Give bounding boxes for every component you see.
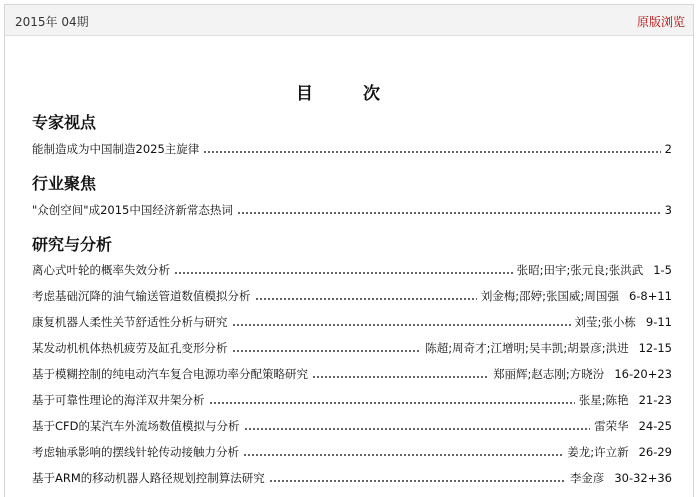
section-heading-research-analysis: 研究与分析 (32, 235, 113, 254)
dot-leader (232, 339, 422, 357)
entry-page: 1-5 (653, 263, 672, 277)
issue-header-bar (5, 5, 693, 36)
entry-title: 能制造成为中国制造2025主旋律 (32, 142, 200, 156)
entry-authors: 刘莹;张小栋 (574, 315, 636, 329)
dot-leader (174, 261, 513, 279)
dot-leader (269, 469, 566, 487)
dot-leader (209, 391, 575, 409)
entry-title: 某发动机机体热机疲劳及缸孔变形分析 (32, 341, 228, 355)
entry-title: 考虑基础沉降的油气输送管道数值模拟分析 (32, 289, 251, 303)
original-view-link[interactable]: 原版浏览 (636, 15, 685, 29)
entry-page: 24-25 (638, 419, 672, 433)
entry-page: 26-29 (638, 445, 672, 459)
entry-authors: 张昭;田宇;张元良;张洪武 (516, 263, 644, 277)
entry-page: 30-32+36 (614, 471, 672, 485)
dot-leader (237, 201, 661, 219)
dot-leader (232, 313, 571, 331)
toc-entry[interactable] (32, 313, 672, 331)
dot-leader (244, 417, 591, 435)
entry-title: 离心式叶轮的概率失效分析 (32, 263, 170, 277)
dot-leader (255, 287, 477, 305)
entry-authors: 李金彦 (569, 471, 605, 485)
entry-page: 3 (664, 203, 672, 217)
toc-entry[interactable] (32, 287, 672, 305)
toc-entry[interactable] (32, 365, 672, 383)
entry-title: 基于ARM的移动机器人路径规划控制算法研究 (32, 471, 265, 485)
section-heading-industry-focus: 行业聚焦 (32, 174, 97, 193)
dot-leader (312, 365, 489, 383)
document-frame (4, 4, 694, 497)
entry-authors: 姜龙;许立新 (567, 445, 629, 459)
toc-entry[interactable] (32, 201, 672, 219)
entry-page: 12-15 (638, 341, 672, 355)
entry-title: 基于模糊控制的纯电动汽车复合电源功率分配策略研究 (32, 367, 308, 381)
entry-title: 考虑轴承影响的摆线针轮传动接触力分析 (32, 445, 239, 459)
toc-entry[interactable] (32, 417, 672, 435)
toc-entry[interactable] (32, 339, 672, 357)
entry-authors: 张星;陈艳 (578, 393, 629, 407)
entry-page: 6-8+11 (628, 289, 672, 303)
toc-entry[interactable] (32, 391, 672, 409)
entry-authors: 雷荣华 (594, 419, 629, 433)
entry-page: 2 (664, 142, 672, 156)
toc-entry[interactable] (32, 261, 672, 279)
toc-entry[interactable] (32, 140, 672, 158)
entry-authors: 刘金梅;邵婷;张国威;周国强 (480, 289, 619, 303)
entry-title: 康复机器人柔性关节舒适性分析与研究 (32, 315, 228, 329)
toc-entry[interactable] (32, 469, 672, 487)
section-heading-expert-view: 专家视点 (32, 113, 97, 132)
entry-title: 基于CFD的某汽车外流场数值模拟与分析 (32, 419, 240, 433)
entry-authors: 陈超;周奇才;江增明;吴丰凯;胡景彦;洪进 (425, 341, 629, 355)
toc-title: 目 次 (296, 84, 402, 104)
entry-authors: 郑丽辉;赵志刚;方晓汾 (493, 367, 605, 381)
toc-entry[interactable] (32, 443, 672, 461)
entry-page: 16-20+23 (614, 367, 672, 381)
dot-leader (243, 443, 563, 461)
entry-page: 9-11 (645, 315, 672, 329)
entry-title: 基于可靠性理论的海洋双井架分析 (32, 393, 205, 407)
entry-page: 21-23 (638, 393, 672, 407)
entry-title: "众创空间"成2015中国经济新常态热词 (32, 203, 233, 217)
dot-leader (203, 140, 660, 158)
issue-label: 2015年 04期 (15, 15, 89, 29)
